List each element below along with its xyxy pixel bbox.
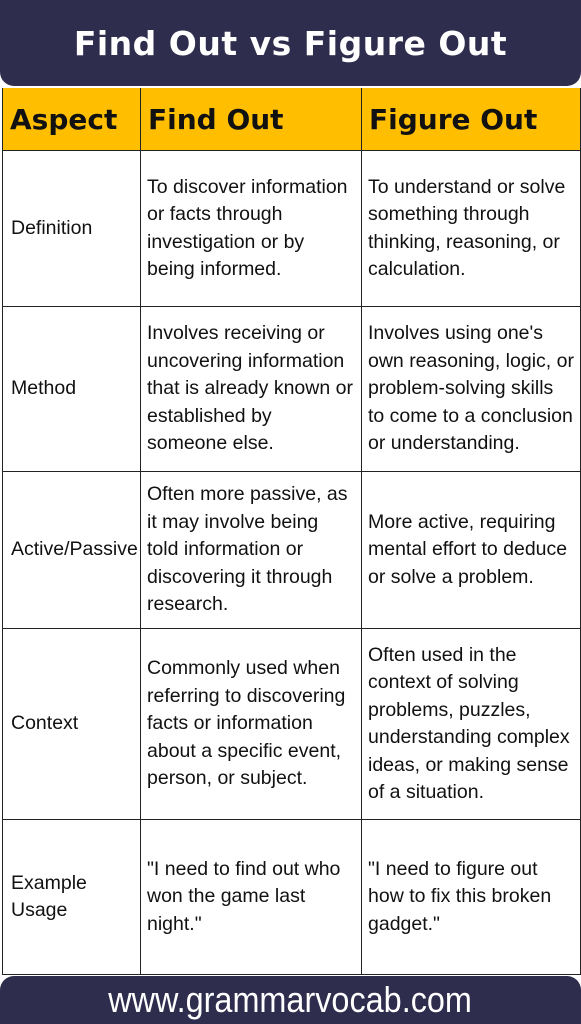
table-header-row [3, 88, 581, 151]
table-row [3, 151, 581, 307]
website-url: www.grammarvocab.com [108, 979, 473, 1020]
page-title: Find Out vs Figure Out [73, 23, 508, 63]
figure-out-cell: Involves using one's own reasoning, logic, or problem-solving skills to come to a conclusion or understanding. [362, 307, 581, 472]
table-row [3, 307, 581, 472]
header-aspect: Aspect [3, 88, 141, 151]
table-row [3, 629, 581, 820]
title-banner [0, 0, 581, 86]
aspect-cell: Definition [3, 151, 141, 307]
comparison-table [2, 88, 581, 975]
aspect-cell: Active/Passive [3, 472, 141, 629]
footer-banner [0, 976, 581, 1024]
aspect-cell: Example Usage [3, 820, 141, 975]
aspect-cell: Context [3, 629, 141, 820]
figure-out-cell: "I need to figure out how to fix this broken gadget." [362, 820, 581, 975]
find-out-cell: "I need to find out who won the game last night." [141, 820, 362, 975]
find-out-cell: Often more passive, as it may involve being told information or discovering it through research. [141, 472, 362, 629]
figure-out-cell: Often used in the context of solving problems, puzzles, understanding complex ideas, or making sense of a situation. [362, 629, 581, 820]
table-row [3, 820, 581, 975]
find-out-cell: To discover information or facts through investigation or by being informed. [141, 151, 362, 307]
table-row [3, 472, 581, 629]
header-figure-out: Figure Out [362, 88, 581, 151]
figure-out-cell: To understand or solve something through thinking, reasoning, or calculation. [362, 151, 581, 307]
header-find-out: Find Out [141, 88, 362, 151]
aspect-cell: Method [3, 307, 141, 472]
find-out-cell: Involves receiving or uncovering information that is already known or established by someone else. [141, 307, 362, 472]
find-out-cell: Commonly used when referring to discovering facts or information about a specific event, person, or subject. [141, 629, 362, 820]
figure-out-cell: More active, requiring mental effort to deduce or solve a problem. [362, 472, 581, 629]
